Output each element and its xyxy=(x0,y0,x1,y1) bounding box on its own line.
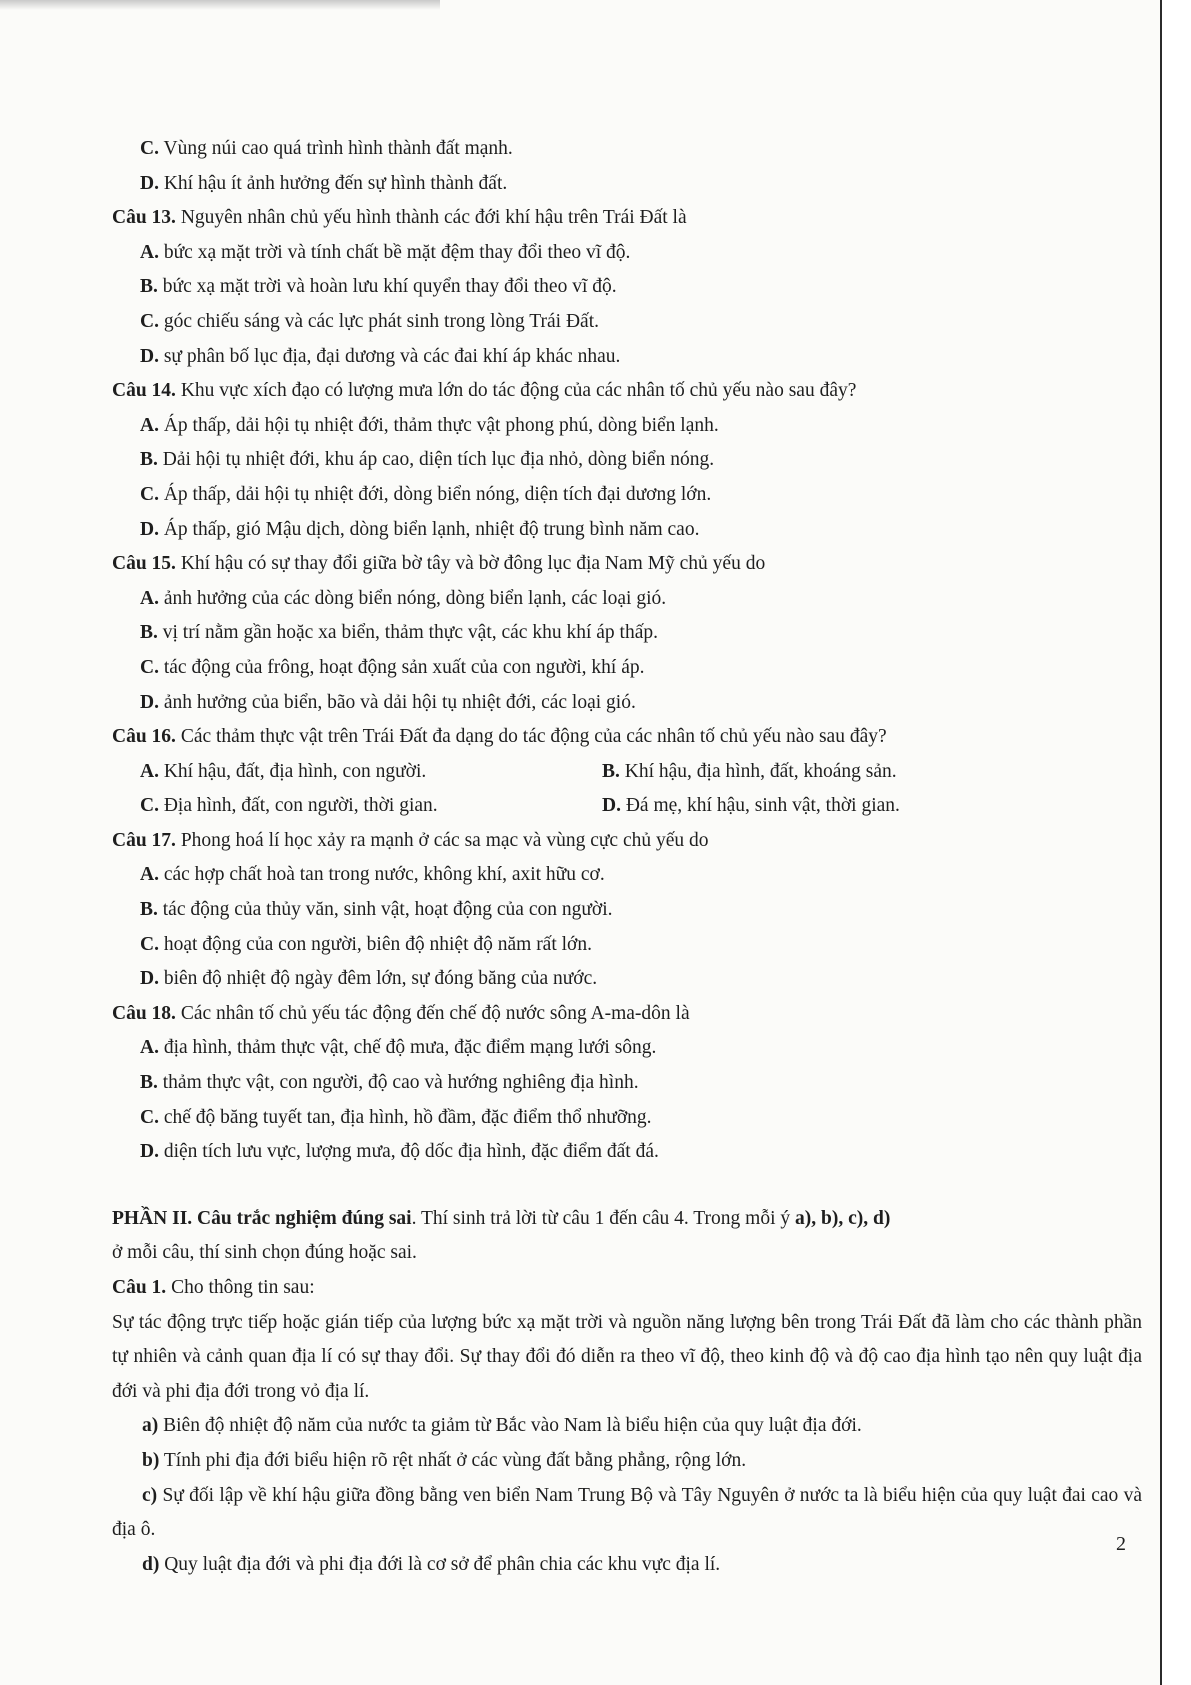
option-cell: D. Đá mẹ, khí hậu, sinh vật, thời gian. xyxy=(602,795,900,817)
option-cell: C. Địa hình, đất, con người, thời gian. xyxy=(140,795,438,817)
part-two-heading: PHẦN II. Câu trắc nghiệm đúng sai. Thí sinh trả lời từ câu 1 đến câu 4. Trong mỗi ý a), b), c), d) xyxy=(112,1207,891,1229)
statement-line: b) Tính phi địa đới biểu hiện rõ rệt nhất ở các vùng đất bằng phẳng, rộng lớn. xyxy=(142,1449,747,1471)
option-cell: A. Khí hậu, đất, địa hình, con người. xyxy=(140,760,427,782)
option-line: B. tác động của thủy văn, sinh vật, hoạt động của con người. xyxy=(140,899,613,921)
scan-shadow xyxy=(0,0,440,10)
part-two-instruction: ở mỗi câu, thí sinh chọn đúng hoặc sai. xyxy=(112,1242,417,1264)
option-line: D. Khí hậu ít ảnh hưởng đến sự hình thành đất. xyxy=(140,172,508,194)
exam-content xyxy=(112,132,1142,1582)
option-line: D. sự phân bố lục địa, đại dương và các đai khí áp khác nhau. xyxy=(140,345,621,367)
option-line: B. bức xạ mặt trời và hoàn lưu khí quyển thay đổi theo vĩ độ. xyxy=(140,276,617,298)
option-line: D. Áp thấp, gió Mậu dịch, dòng biển lạnh, nhiệt độ trung bình năm cao. xyxy=(140,518,700,540)
question-stem: Câu 15. Khí hậu có sự thay đổi giữa bờ tây và bờ đông lục địa Nam Mỹ chủ yếu do xyxy=(112,553,766,575)
option-line: A. ảnh hưởng của các dòng biển nóng, dòng biển lạnh, các loại gió. xyxy=(140,587,667,609)
page-number: 2 xyxy=(1116,1533,1126,1555)
option-line: C. góc chiếu sáng và các lực phát sinh trong lòng Trái Đất. xyxy=(140,310,599,332)
option-line: C. hoạt động của con người, biên độ nhiệt độ năm rất lớn. xyxy=(140,933,592,955)
option-line: A. bức xạ mặt trời và tính chất bề mặt đệm thay đổi theo vĩ độ. xyxy=(140,241,631,263)
option-line: D. ảnh hưởng của biển, bão và dải hội tụ nhiệt đới, các loại gió. xyxy=(140,691,636,713)
statement-line: a) Biên độ nhiệt độ năm của nước ta giảm từ Bắc vào Nam là biểu hiện của quy luật địa đới. xyxy=(142,1415,862,1437)
question-stem: Câu 1. Cho thông tin sau: xyxy=(112,1277,315,1298)
question-stem: Câu 16. Các thảm thực vật trên Trái Đất đa dạng do tác động của các nhân tố chủ yếu nào sau đây? xyxy=(112,726,887,748)
option-row xyxy=(112,789,1142,824)
option-line: C. tác động của frông, hoạt động sản xuất của con người, khí áp. xyxy=(140,656,645,678)
option-line: A. các hợp chất hoà tan trong nước, không khí, axit hữu cơ. xyxy=(140,864,605,886)
option-row xyxy=(112,755,1142,790)
statement-line: d) Quy luật địa đới và phi địa đới là cơ sở để phân chia các khu vực địa lí. xyxy=(142,1553,721,1575)
question-stem: Câu 18. Các nhân tố chủ yếu tác động đến chế độ nước sông A-ma-dôn là xyxy=(112,1002,690,1024)
question-stem: Câu 14. Khu vực xích đạo có lượng mưa lớn do tác động của các nhân tố chủ yếu nào sau đây? xyxy=(112,380,857,402)
option-line: D. diện tích lưu vực, lượng mưa, độ dốc địa hình, đặc điểm đất đá. xyxy=(140,1141,659,1163)
option-line: A. địa hình, thảm thực vật, chế độ mưa, đặc điểm mạng lưới sông. xyxy=(140,1037,657,1059)
option-line: C. Vùng núi cao quá trình hình thành đất mạnh. xyxy=(140,138,513,159)
statement-line: c) Sự đối lập về khí hậu giữa đồng bằng ven biển Nam Trung Bộ và Tây Nguyên ở nước ta là biểu hiện của quy luật đai cao và địa ô. xyxy=(112,1484,1142,1541)
info-passage: Sự tác động trực tiếp hoặc gián tiếp của lượng bức xạ mặt trời và nguồn năng lượng bên trong Trái Đất đã làm cho các thành phần tự nhiên và cảnh quan địa lí có sự thay đổi. Sự thay đổi đó diễn ra theo vĩ độ, theo kinh độ và độ cao địa hình tạo nên quy luật địa đới và phi địa đới trong vỏ địa lí. xyxy=(112,1311,1142,1402)
option-line: A. Áp thấp, dải hội tụ nhiệt đới, thảm thực vật phong phú, dòng biển lạnh. xyxy=(140,414,719,436)
option-cell: B. Khí hậu, địa hình, đất, khoáng sản. xyxy=(602,760,897,782)
option-line: B. vị trí nằm gần hoặc xa biển, thảm thực vật, các khu khí áp thấp. xyxy=(140,622,658,644)
option-line: B. Dải hội tụ nhiệt đới, khu áp cao, diện tích lục địa nhỏ, dòng biển nóng. xyxy=(140,449,715,471)
question-stem: Câu 17. Phong hoá lí học xảy ra mạnh ở các sa mạc và vùng cực chủ yếu do xyxy=(112,829,709,851)
option-line: D. biên độ nhiệt độ ngày đêm lớn, sự đóng băng của nước. xyxy=(140,968,598,990)
option-line: B. thảm thực vật, con người, độ cao và hướng nghiêng địa hình. xyxy=(140,1072,639,1094)
scan-right-border xyxy=(1160,0,1191,1685)
option-line: C. Áp thấp, dải hội tụ nhiệt đới, dòng biển nóng, diện tích đại dương lớn. xyxy=(140,483,712,505)
question-stem: Câu 13. Nguyên nhân chủ yếu hình thành các đới khí hậu trên Trái Đất là xyxy=(112,207,687,229)
part-two-section xyxy=(112,1202,1142,1583)
option-line: C. chế độ băng tuyết tan, địa hình, hồ đầm, đặc điểm thổ nhưỡng. xyxy=(140,1106,652,1128)
